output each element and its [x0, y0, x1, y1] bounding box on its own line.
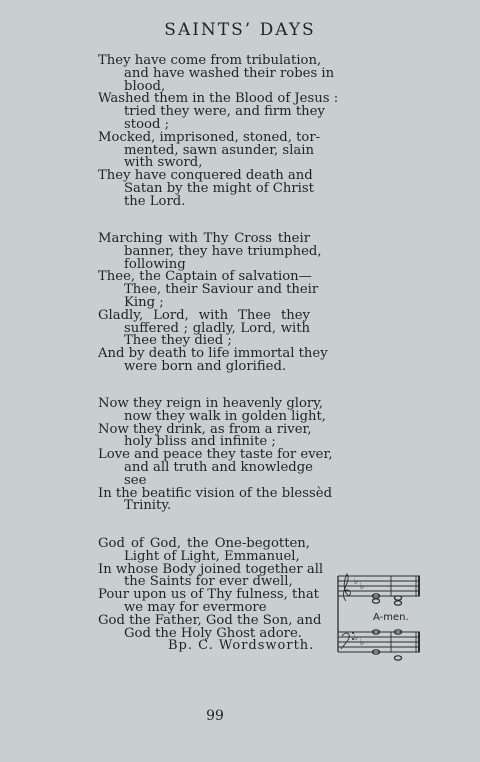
verse-line: God the Father, God the Son, and [98, 612, 322, 628]
verse-line: were born and glorified. [124, 358, 287, 374]
verse-line: Now they drink, as from a river, [98, 421, 312, 437]
verse-line: following [124, 256, 186, 272]
svg-text:♭: ♭ [354, 577, 359, 587]
verse-line: blood, [124, 78, 166, 94]
verse-line: Satan by the might of Christ [124, 180, 314, 196]
verse-2 [98, 231, 328, 374]
verse-4 [98, 536, 324, 641]
verse-line: Pour upon us of Thy fulness, that [98, 587, 319, 603]
verse-line: holy bliss and infinite ; [124, 434, 276, 450]
verse-line: Thee they died ; [124, 333, 232, 349]
verse-line: Trinity. [124, 498, 172, 514]
verse-line: we may for evermore [124, 599, 267, 615]
author-attribution: Bp. C. Wordsworth. [168, 638, 315, 653]
page-heading: SAINTS’ DAYS [164, 20, 316, 40]
verse-line: Mocked, imprisoned, stoned, tor- [98, 129, 321, 145]
verse-line: Washed them in the Blood of Jesus : [98, 91, 339, 107]
verse-line: Love and peace they taste for ever, [98, 447, 333, 463]
svg-text:♭: ♭ [360, 582, 365, 592]
verse-line: stood ; [124, 116, 170, 132]
verse-line: with sword, [124, 155, 203, 171]
verse-line: God the Holy Ghost adore. [124, 625, 302, 641]
verse-line: They have conquered death and [98, 168, 313, 184]
verse-line: banner, they have triumphed, [124, 243, 322, 259]
verse-line: In whose Body joined together all [98, 561, 324, 577]
page-number: 99 [206, 708, 224, 724]
verse-3 [98, 396, 333, 514]
verse-line: Thee, their Saviour and their [124, 282, 319, 298]
verse-line: In the beatific vision of the blessèd [98, 485, 333, 501]
verse-line: Light of Light, Emmanuel, [124, 548, 300, 564]
verse-line: mented, sawn asunder, slain [124, 142, 314, 158]
verse-line: Gladly, Lord, with Thee they [98, 307, 310, 323]
svg-text:♭: ♭ [360, 638, 365, 648]
verse-line: God of God, the One-begotten, [98, 536, 310, 551]
verse-line: King ; [124, 294, 164, 310]
verse-1 [98, 53, 339, 209]
verse-line: and all truth and knowledge [124, 459, 313, 475]
svg-text:♭: ♭ [354, 633, 359, 643]
verse-line: Now they reign in heavenly glory, [98, 396, 324, 411]
verse-line: And by death to life immortal they [98, 346, 328, 362]
verse-line: now they walk in golden light, [124, 408, 326, 424]
verse-line: the Lord. [124, 193, 186, 209]
verse-line: They have come from tribulation, [98, 53, 322, 68]
verse-line: the Saints for ever dwell, [124, 574, 293, 590]
verse-line: and have washed their robes in [124, 65, 335, 81]
verse-line: Thee, the Captain of salvation— [98, 269, 312, 285]
verse-line: see [124, 472, 147, 488]
verse-line: Marching with Thy Cross their [98, 231, 310, 246]
verse-line: tried they were, and firm they [124, 104, 325, 120]
verse-line: suffered ; gladly, Lord, with [124, 320, 310, 336]
amen-label: A-men. [373, 612, 409, 623]
